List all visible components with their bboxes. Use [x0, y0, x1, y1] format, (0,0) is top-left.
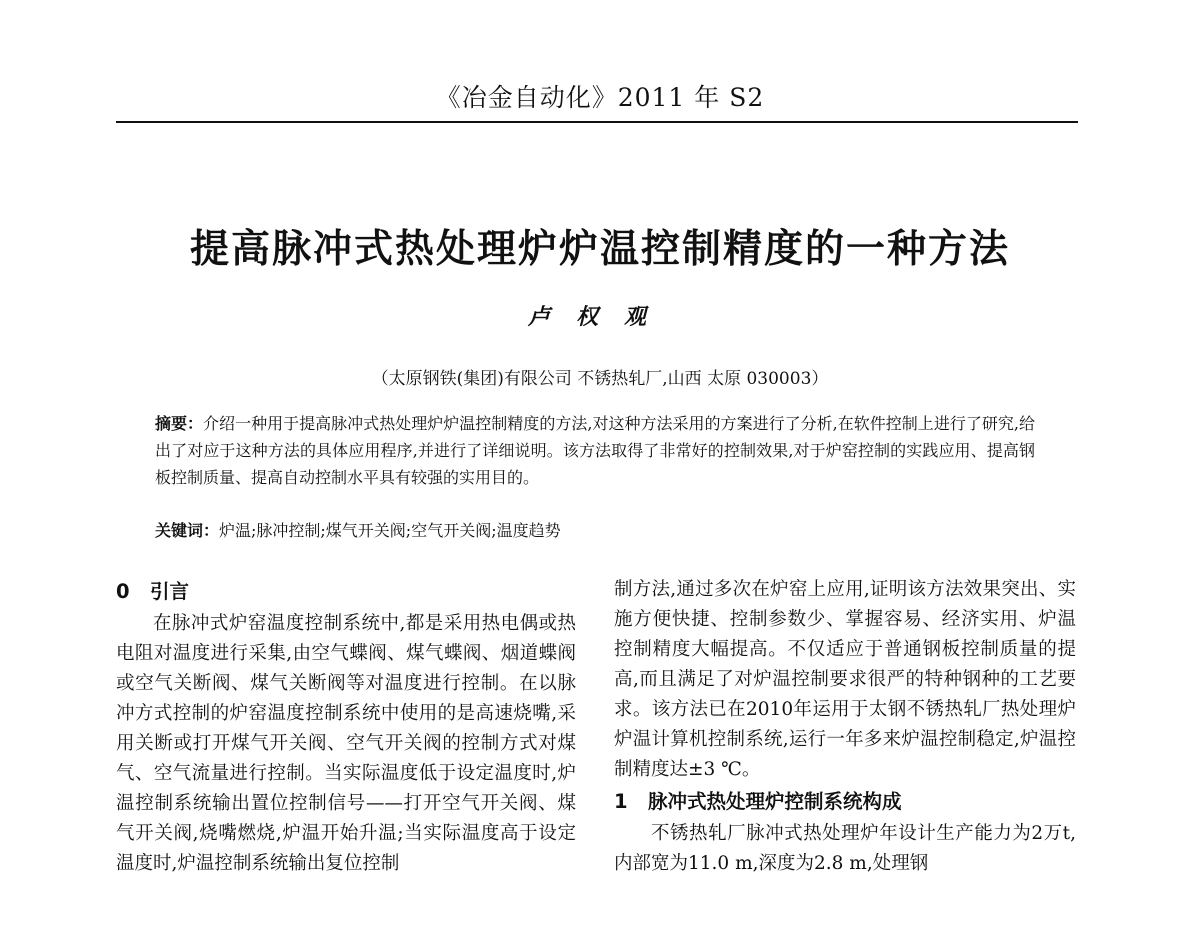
header-rule — [116, 121, 1078, 123]
right-column — [614, 575, 1076, 879]
section-0-paragraph: 在脉冲式炉窑温度控制系统中,都是采用热电偶或热电阻对温度进行采集,由空气蝶阀、煤气蝶阀、烟道蝶阀或空气关断阀、煤气关断阀等对温度进行控制。在以脉冲方式控制的炉窑温度控制系统中使用的是高速烧嘴,采用关断或打开煤气开关阀、空气开关阀的控制方式对煤气、空气流量进行控制。当实际温度低于设定温度时,炉温控制系统输出置位控制信号——打开空气开关阀、煤气开关阀,烧嘴燃烧,炉温开始升温;当实际温度高于设定温度时,炉温控制系统输出复位控制 — [116, 613, 576, 874]
section-0-title: 引言 — [150, 580, 190, 603]
section-1-heading — [614, 785, 1076, 819]
section-0-number: 0 — [116, 580, 130, 603]
section-0-heading — [116, 575, 576, 609]
abstract-label: 摘要： — [155, 414, 204, 433]
journal-header: 《冶金自动化》2011 年 S2 — [435, 83, 765, 112]
section-1-paragraph: 不锈热轧厂脉冲式热处理炉年设计生产能力为2万t,内部宽为11.0 m,深度为2.8 m,处理钢 — [614, 823, 1076, 874]
abstract-text: 介绍一种用于提高脉冲式热处理炉炉温控制精度的方法,对这种方法采用的方案进行了分析,在软件控制上进行了研究,给出了对应于这种方法的具体应用程序,并进行了详细说明。该方法取得了非常好的控制效果,对于炉窑控制的实践应用、提高钢板控制质量、提高自动控制水平具有较强的实用目的。 — [155, 414, 1035, 487]
abstract — [155, 410, 1035, 491]
keywords-label: 关键词： — [155, 521, 220, 540]
paper-author: 卢权观 — [527, 304, 672, 330]
section-1-number: 1 — [614, 790, 628, 813]
paper-title: 提高脉冲式热处理炉炉温控制精度的一种方法 — [189, 227, 1010, 272]
keywords-text: 炉温;脉冲控制;煤气开关阀;空气开关阀;温度趋势 — [219, 521, 561, 540]
right-column-paragraph: 制方法,通过多次在炉窑上应用,证明该方法效果突出、实施方便快捷、控制参数少、掌握容易、经济实用、炉温控制精度大幅提高。不仅适应于普通钢板控制质量的提高,而且满足了对炉温控制要求很严的特种钢种的工艺要求。该方法已在2010年运用于太钢不锈热轧厂热处理炉炉温计算机控制系统,运行一年多来炉温控制稳定,炉温控制精度达±3 ℃。 — [614, 579, 1076, 780]
left-column — [116, 575, 576, 879]
paper-affiliation: （太原钢铁(集团)有限公司 不锈热轧厂,山西 太原 030003） — [371, 369, 829, 389]
keywords — [155, 517, 1035, 544]
section-1-title: 脉冲式热处理炉控制系统构成 — [648, 790, 902, 813]
